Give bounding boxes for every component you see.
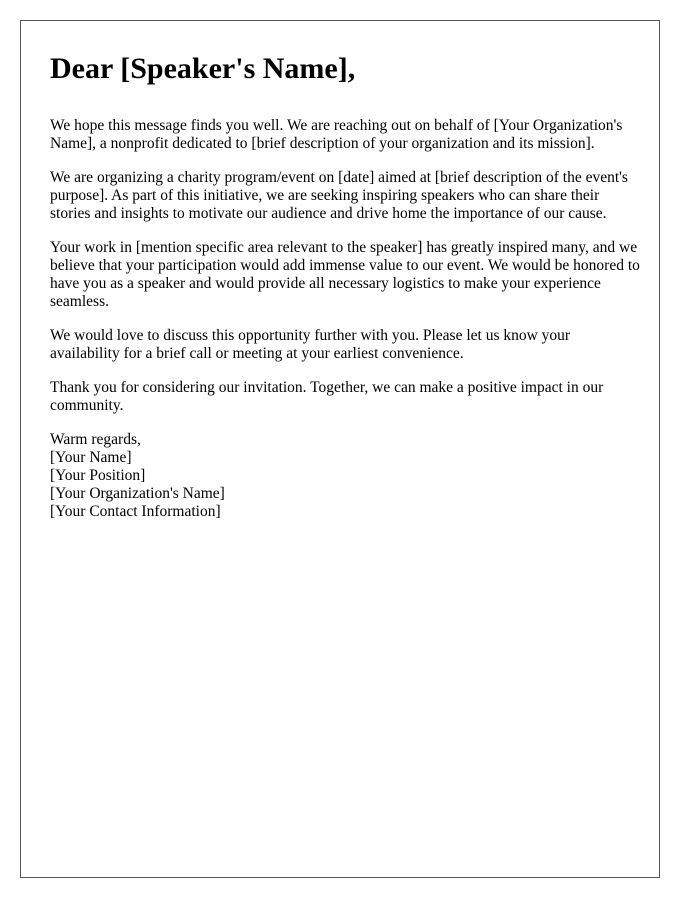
paragraph-intro: We hope this message finds you well. We are reaching out on behalf of [Your Organization's Name], a nonprofit dedicated to [brief description of your organization and its mission]. — [50, 117, 623, 152]
salutation-heading: Dear [Speaker's Name], — [50, 52, 356, 85]
paragraph-invitation: Your work in [mention specific area relevant to the speaker] has greatly inspired many, and we believe that your participation would add immense value to our event. We would be honored to have you as a speaker and would provide all necessary logistics to make your experience seamless. — [50, 239, 640, 310]
paragraph-discussion: We would love to discuss this opportunity further with you. Please let us know your availability for a brief call or meeting at your earliest convenience. — [50, 327, 571, 362]
paragraph-thanks: Thank you for considering our invitation. Together, we can make a positive impact in our community. — [50, 379, 604, 414]
sign-off: Warm regards, — [50, 431, 141, 448]
sender-organization: [Your Organization's Name] — [50, 485, 225, 502]
paragraph-event: We are organizing a charity program/event on [date] aimed at [brief description of the event's purpose]. As part of this initiative, we are seeking inspiring speakers who can share their stories and insights to motivate our audience and drive home the importance of our cause. — [50, 169, 628, 222]
letter-page — [20, 20, 660, 878]
signature-block — [50, 431, 640, 521]
letter-body — [50, 51, 640, 521]
sender-contact: [Your Contact Information] — [50, 503, 221, 520]
sender-position: [Your Position] — [50, 467, 146, 484]
sender-name: [Your Name] — [50, 449, 132, 466]
